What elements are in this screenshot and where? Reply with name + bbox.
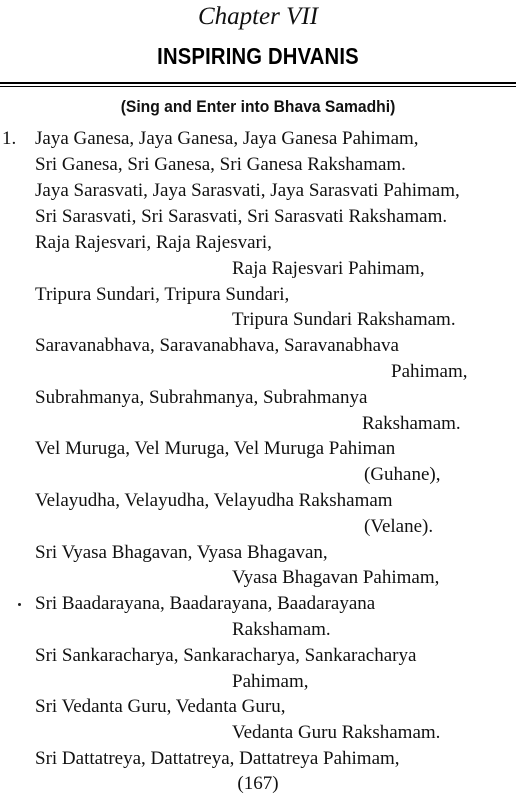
- chapter-heading: INSPIRING DHVANIS: [157, 43, 359, 69]
- chant-line-continued: Pahimam,: [232, 671, 309, 692]
- chant-line-continued: Rakshamam.: [362, 413, 461, 434]
- chant-line: Raja Rajesvari, Raja Rajesvari,: [35, 232, 272, 253]
- chant-line: Subrahmanya, Subrahmanya, Subrahmanya: [35, 387, 368, 408]
- chant-line: Sri Ganesa, Sri Ganesa, Sri Ganesa Rakshamam.: [35, 154, 406, 175]
- chant-line: Tripura Sundari, Tripura Sundari,: [35, 284, 290, 305]
- chant-line: Saravanabhava, Saravanabhava, Saravanabhava: [35, 335, 399, 356]
- chant-line-continued: Raja Rajesvari Pahimam,: [232, 258, 425, 279]
- chant-line: Sri Vyasa Bhagavan, Vyasa Bhagavan,: [35, 542, 328, 563]
- chant-line-continued: Vedanta Guru Rakshamam.: [232, 722, 441, 743]
- chant-line: Jaya Sarasvati, Jaya Sarasvati, Jaya Sarasvati Pahimam,: [35, 180, 460, 201]
- chant-line: Jaya Ganesa, Jaya Ganesa, Jaya Ganesa Pahimam,: [35, 128, 419, 149]
- chant-line: Sri Sarasvati, Sri Sarasvati, Sri Sarasvati Rakshamam.: [35, 206, 448, 227]
- chapter-subtitle: (Sing and Enter into Bhava Samadhi): [120, 97, 396, 116]
- chant-line-continued: Tripura Sundari Rakshamam.: [232, 309, 456, 330]
- chapter-label: Chapter VII: [197, 3, 319, 30]
- item-number: 1.: [2, 128, 17, 149]
- chant-line: Sri Dattatreya, Dattatreya, Dattatreya Pahimam,: [35, 748, 400, 769]
- chant-line-continued: Vyasa Bhagavan Pahimam,: [232, 567, 440, 588]
- heading-rule: [0, 82, 516, 84]
- chant-line: Sri Baadarayana, Baadarayana, Baadarayana: [35, 593, 376, 614]
- heading-rule-thin: [0, 86, 516, 87]
- print-speck: [18, 603, 21, 606]
- chant-line-continued: (Velane).: [364, 516, 434, 537]
- chant-line-continued: (Guhane),: [364, 464, 441, 485]
- page-number: (167): [237, 773, 279, 794]
- chant-line: Vel Muruga, Vel Muruga, Vel Muruga Pahiman: [35, 438, 396, 459]
- chant-line-continued: Rakshamam.: [232, 619, 331, 640]
- chant-line-continued: Pahimam,: [391, 361, 468, 382]
- chant-line: Velayudha, Velayudha, Velayudha Rakshamam: [35, 490, 393, 511]
- chant-line: Sri Sankaracharya, Sankaracharya, Sankaracharya: [35, 645, 417, 666]
- chant-line: Sri Vedanta Guru, Vedanta Guru,: [35, 696, 286, 717]
